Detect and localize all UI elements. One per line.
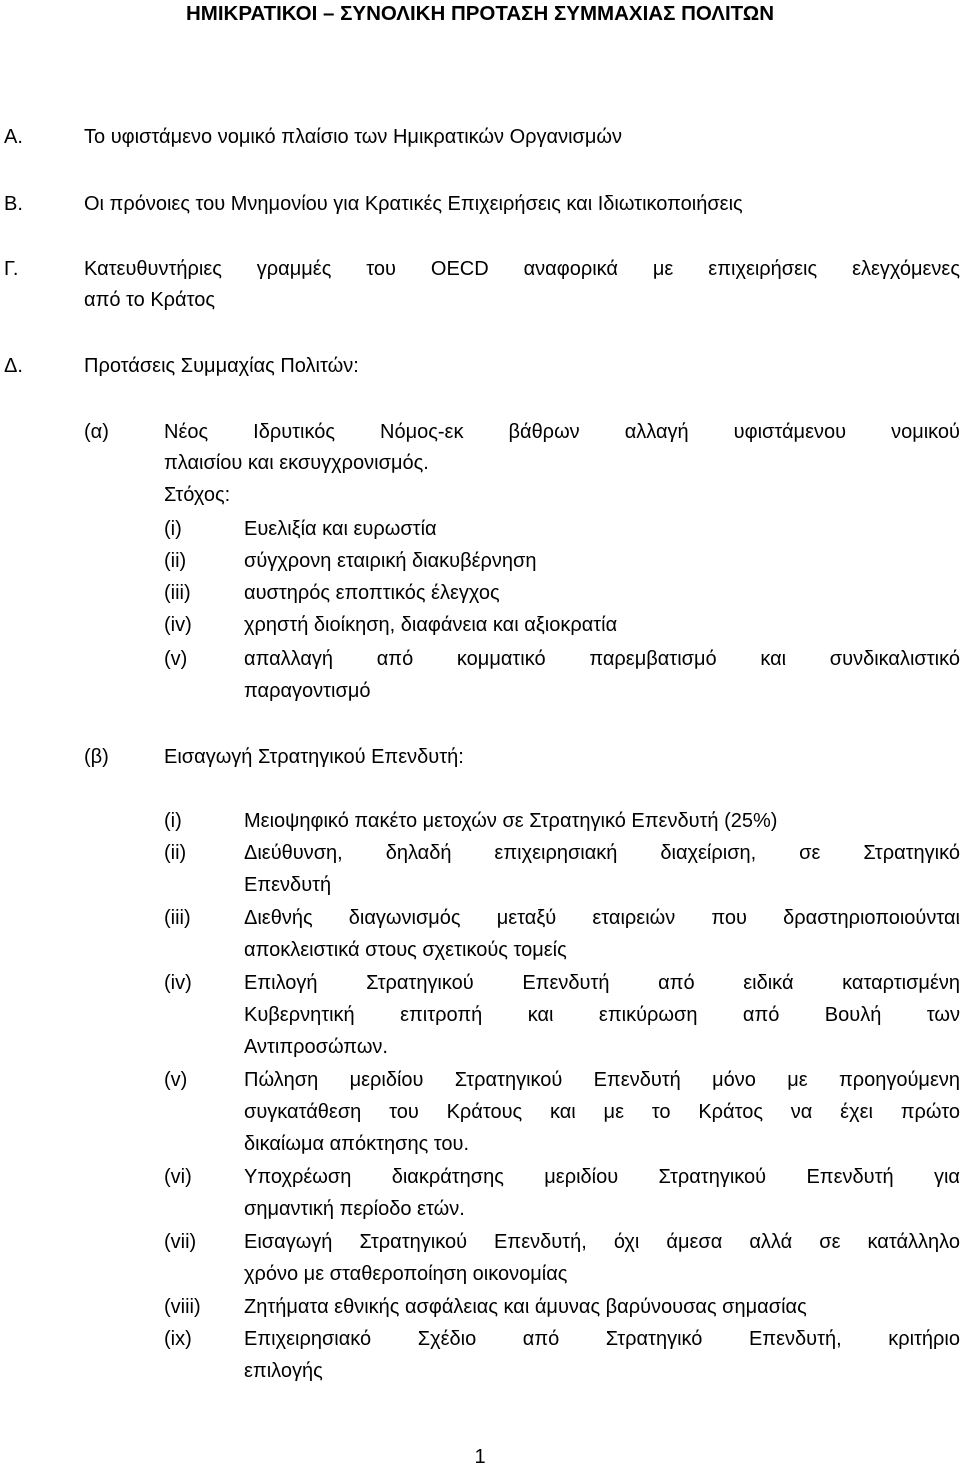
section-letter-d: Δ. [4, 355, 23, 377]
subsection-b-label: (β) [84, 746, 109, 768]
goal-heading: Στόχος: [164, 484, 231, 506]
goal-text: σύγχρονη εταιρική διακυβέρνηση [244, 550, 537, 572]
section-c-text-line-1: Κατευθυντήριες γραμμές του OECD αναφορικά με επιχειρήσεις ελεγχόμενες [84, 258, 960, 280]
goal-text: χρηστή διοίκηση, διαφάνεια και αξιοκρατία [244, 614, 618, 636]
item-text: Επενδυτή [244, 874, 332, 896]
item-text: Υποχρέωση διακράτησης μεριδίου Στρατηγικού Επενδυτή για [244, 1166, 960, 1188]
goal-text: Ευελιξία και ευρωστία [244, 518, 437, 540]
item-number: (iv) [164, 972, 192, 994]
goal-number: (i) [164, 518, 182, 540]
subsection-a-text-line-1: Νέος Ιδρυτικός Νόμος-εκ βάθρων αλλαγή υφιστάμενου νομικού [164, 421, 960, 443]
item-number: (vi) [164, 1166, 192, 1188]
goal-number: (iv) [164, 614, 192, 636]
item-number: (viii) [164, 1296, 201, 1318]
item-text: Πώληση μεριδίου Στρατηγικού Επενδυτή μόνο με προηγούμενη [244, 1069, 960, 1091]
page-number: 1 [474, 1446, 486, 1468]
document-title: ΗΜΙΚΡΑΤΙΚΟΙ – ΣΥΝΟΛΙΚΗ ΠΡΟΤΑΣΗ ΣΥΜΜΑΧΙΑΣ ΠΟΛΙΤΩΝ [185, 2, 775, 25]
goal-text: αυστηρός εποπτικός έλεγχος [244, 582, 500, 604]
item-text: αποκλειστικά στους σχετικούς τομείς [244, 939, 567, 961]
item-text: Διεθνής διαγωνισμός μεταξύ εταιρειών που δραστηριοποιούνται [244, 907, 960, 929]
item-text: χρόνο με σταθεροποίηση οικονομίας [244, 1263, 568, 1285]
item-text: Εισαγωγή Στρατηγικού Επενδυτή, όχι άμεσα αλλά σε κατάλληλο [244, 1231, 960, 1253]
item-text: δικαίωμα απόκτησης του. [244, 1133, 469, 1155]
goal-text: παραγοντισμό [244, 680, 371, 702]
item-text: Διεύθυνση, δηλαδή επιχειρησιακή διαχείριση, σε Στρατηγικό [244, 842, 960, 864]
item-text: σημαντική περίοδο ετών. [244, 1198, 465, 1220]
item-number: (vii) [164, 1231, 197, 1253]
section-b-text: Οι πρόνοιες του Μνημονίου για Κρατικές Επιχειρήσεις και Ιδιωτικοποιήσεις [84, 193, 743, 215]
section-c-text-line-2: από το Κράτος [84, 289, 215, 311]
goal-text: απαλλαγή από κομματικό παρεμβατισμό και συνδικαλιστικό [244, 648, 960, 670]
item-text: συγκατάθεση του Κράτους και με το Κράτος να έχει πρώτο [244, 1101, 960, 1123]
section-a-text: Το υφιστάμενο νομικό πλαίσιο των Ημικρατικών Οργανισμών [84, 126, 623, 148]
item-text: Ζητήματα εθνικής ασφάλειας και άμυνας βαρύνουσας σημασίας [244, 1296, 807, 1318]
item-text: επιλογής [244, 1360, 323, 1382]
section-letter-b: Β. [4, 193, 23, 215]
subsection-b-heading: Εισαγωγή Στρατηγικού Επενδυτή: [164, 746, 464, 768]
item-number: (ii) [164, 842, 187, 864]
section-letter-c: Γ. [4, 258, 19, 280]
section-letter-a: Α. [4, 126, 23, 148]
item-number: (v) [164, 1069, 188, 1091]
subsection-a-label: (α) [84, 421, 109, 443]
goal-number: (v) [164, 648, 188, 670]
item-number: (iii) [164, 907, 191, 929]
item-text: Αντιπροσώπων. [244, 1036, 388, 1058]
goal-number: (iii) [164, 582, 191, 604]
item-text: Κυβερνητική επιτροπή και επικύρωση από Βουλή των [244, 1004, 960, 1026]
item-text: Επιλογή Στρατηγικού Επενδυτή από ειδικά καταρτισμένη [244, 972, 960, 994]
item-number: (i) [164, 810, 182, 832]
item-text: Επιχειρησιακό Σχέδιο από Στρατηγικό Επενδυτή, κριτήριο [244, 1328, 960, 1350]
item-text: Μειοψηφικό πακέτο μετοχών σε Στρατηγικό Επενδυτή (25%) [244, 810, 778, 832]
section-d-text: Προτάσεις Συμμαχίας Πολιτών: [84, 355, 359, 377]
subsection-a-text-line-2: πλαισίου και εκσυγχρονισμός. [164, 452, 429, 474]
item-number: (ix) [164, 1328, 192, 1350]
goal-number: (ii) [164, 550, 187, 572]
